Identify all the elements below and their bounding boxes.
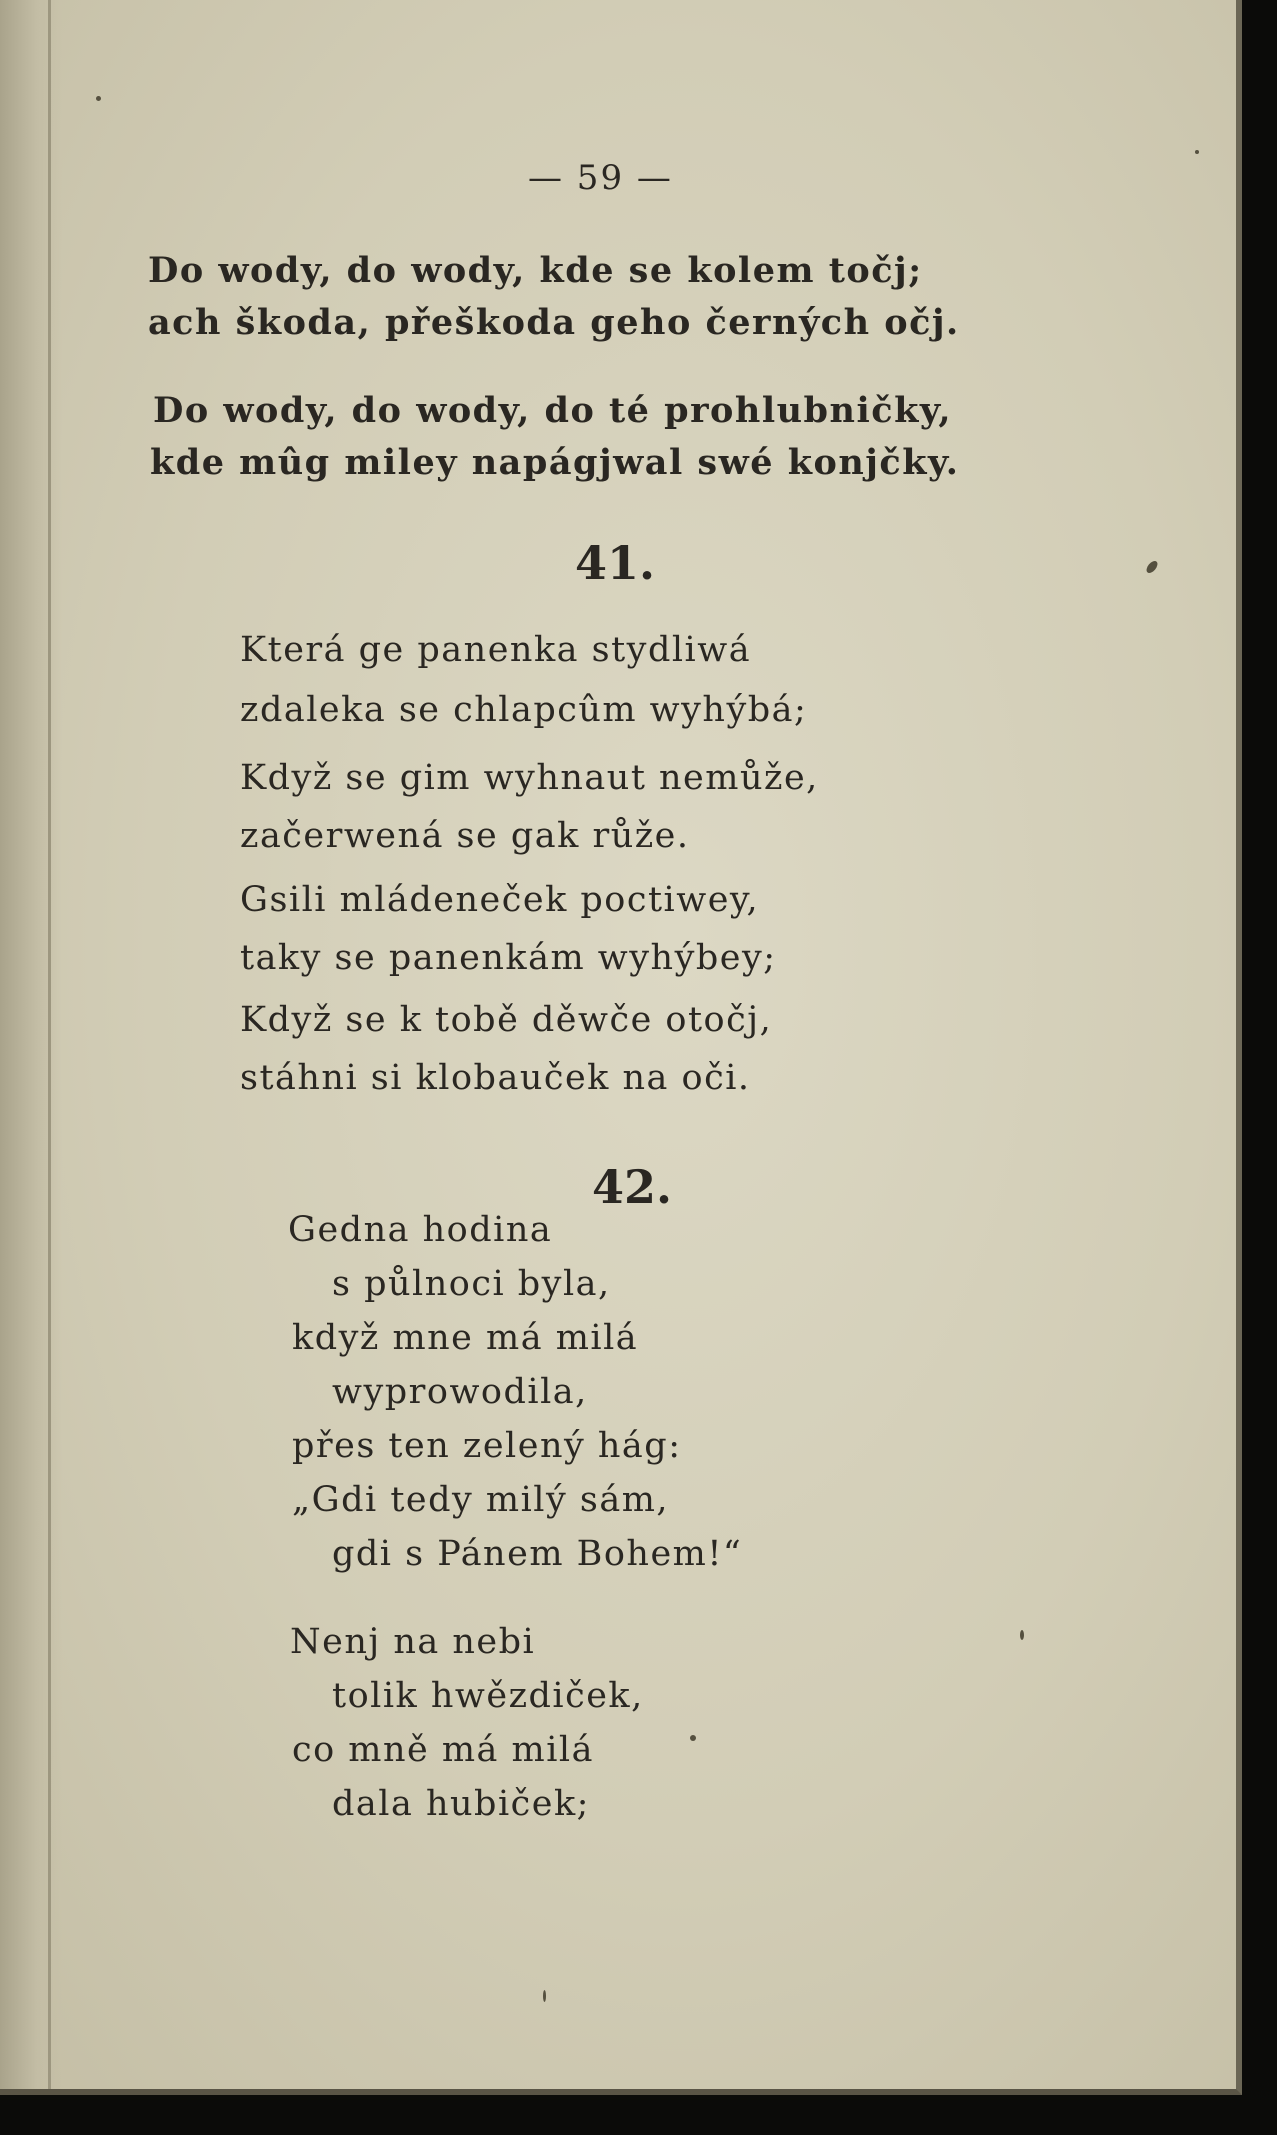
- paper-speck: [1195, 150, 1199, 154]
- verse-line: wyprowodila,: [332, 1372, 588, 1412]
- verse-line: Když se gim wyhnaut nemůže,: [240, 758, 819, 798]
- verse-line: Nenj na nebi: [290, 1622, 536, 1662]
- song-number-41: 41.: [575, 536, 656, 590]
- verse-line: stáhni si klobauček na oči.: [240, 1058, 751, 1098]
- verse-line: s půlnoci byla,: [332, 1264, 611, 1304]
- paper-speck: [1020, 1630, 1024, 1640]
- verse-line: co mně má milá: [292, 1730, 594, 1770]
- verse-line: když mne má milá: [292, 1318, 639, 1358]
- verse-line: ach škoda, přeškoda geho černých očj.: [148, 302, 960, 343]
- paper-speck: [690, 1735, 696, 1741]
- verse-line: Do wody, do wody, kde se kolem točj;: [148, 250, 923, 291]
- verse-line: začerwená se gak růže.: [240, 816, 690, 856]
- verse-line: „Gdi tedy milý sám,: [292, 1480, 670, 1520]
- verse-line: Gsili mládeneček poctiwey,: [240, 880, 760, 920]
- binding-edge: [48, 0, 51, 2089]
- verse-line: přes ten zelený hág:: [292, 1426, 682, 1466]
- verse-line: gdi s Pánem Bohem!“: [332, 1534, 743, 1574]
- verse-line: Do wody, do wody, do té prohlubničky,: [153, 390, 953, 431]
- verse-line: kde mûg miley napágjwal swé konjčky.: [150, 442, 960, 483]
- verse-line: zdaleka se chlapcûm wyhýbá;: [240, 690, 808, 730]
- verse-line: Která ge panenka stydliwá: [240, 630, 752, 670]
- paper-speck: [96, 96, 101, 101]
- verse-line: Gedna hodina: [288, 1210, 553, 1250]
- verse-line: taky se panenkám wyhýbey;: [240, 938, 777, 978]
- verse-line: tolik hwězdiček,: [332, 1676, 644, 1716]
- paper-speck: [1144, 559, 1159, 575]
- verse-line: dala hubiček;: [332, 1784, 590, 1824]
- verse-line: Když se k tobě děwče otočj,: [240, 1000, 773, 1040]
- song-number-42: 42.: [592, 1160, 673, 1214]
- binding-gutter: [0, 0, 62, 2089]
- paper-speck: [543, 1990, 546, 2002]
- page-number: — 59 —: [528, 158, 673, 198]
